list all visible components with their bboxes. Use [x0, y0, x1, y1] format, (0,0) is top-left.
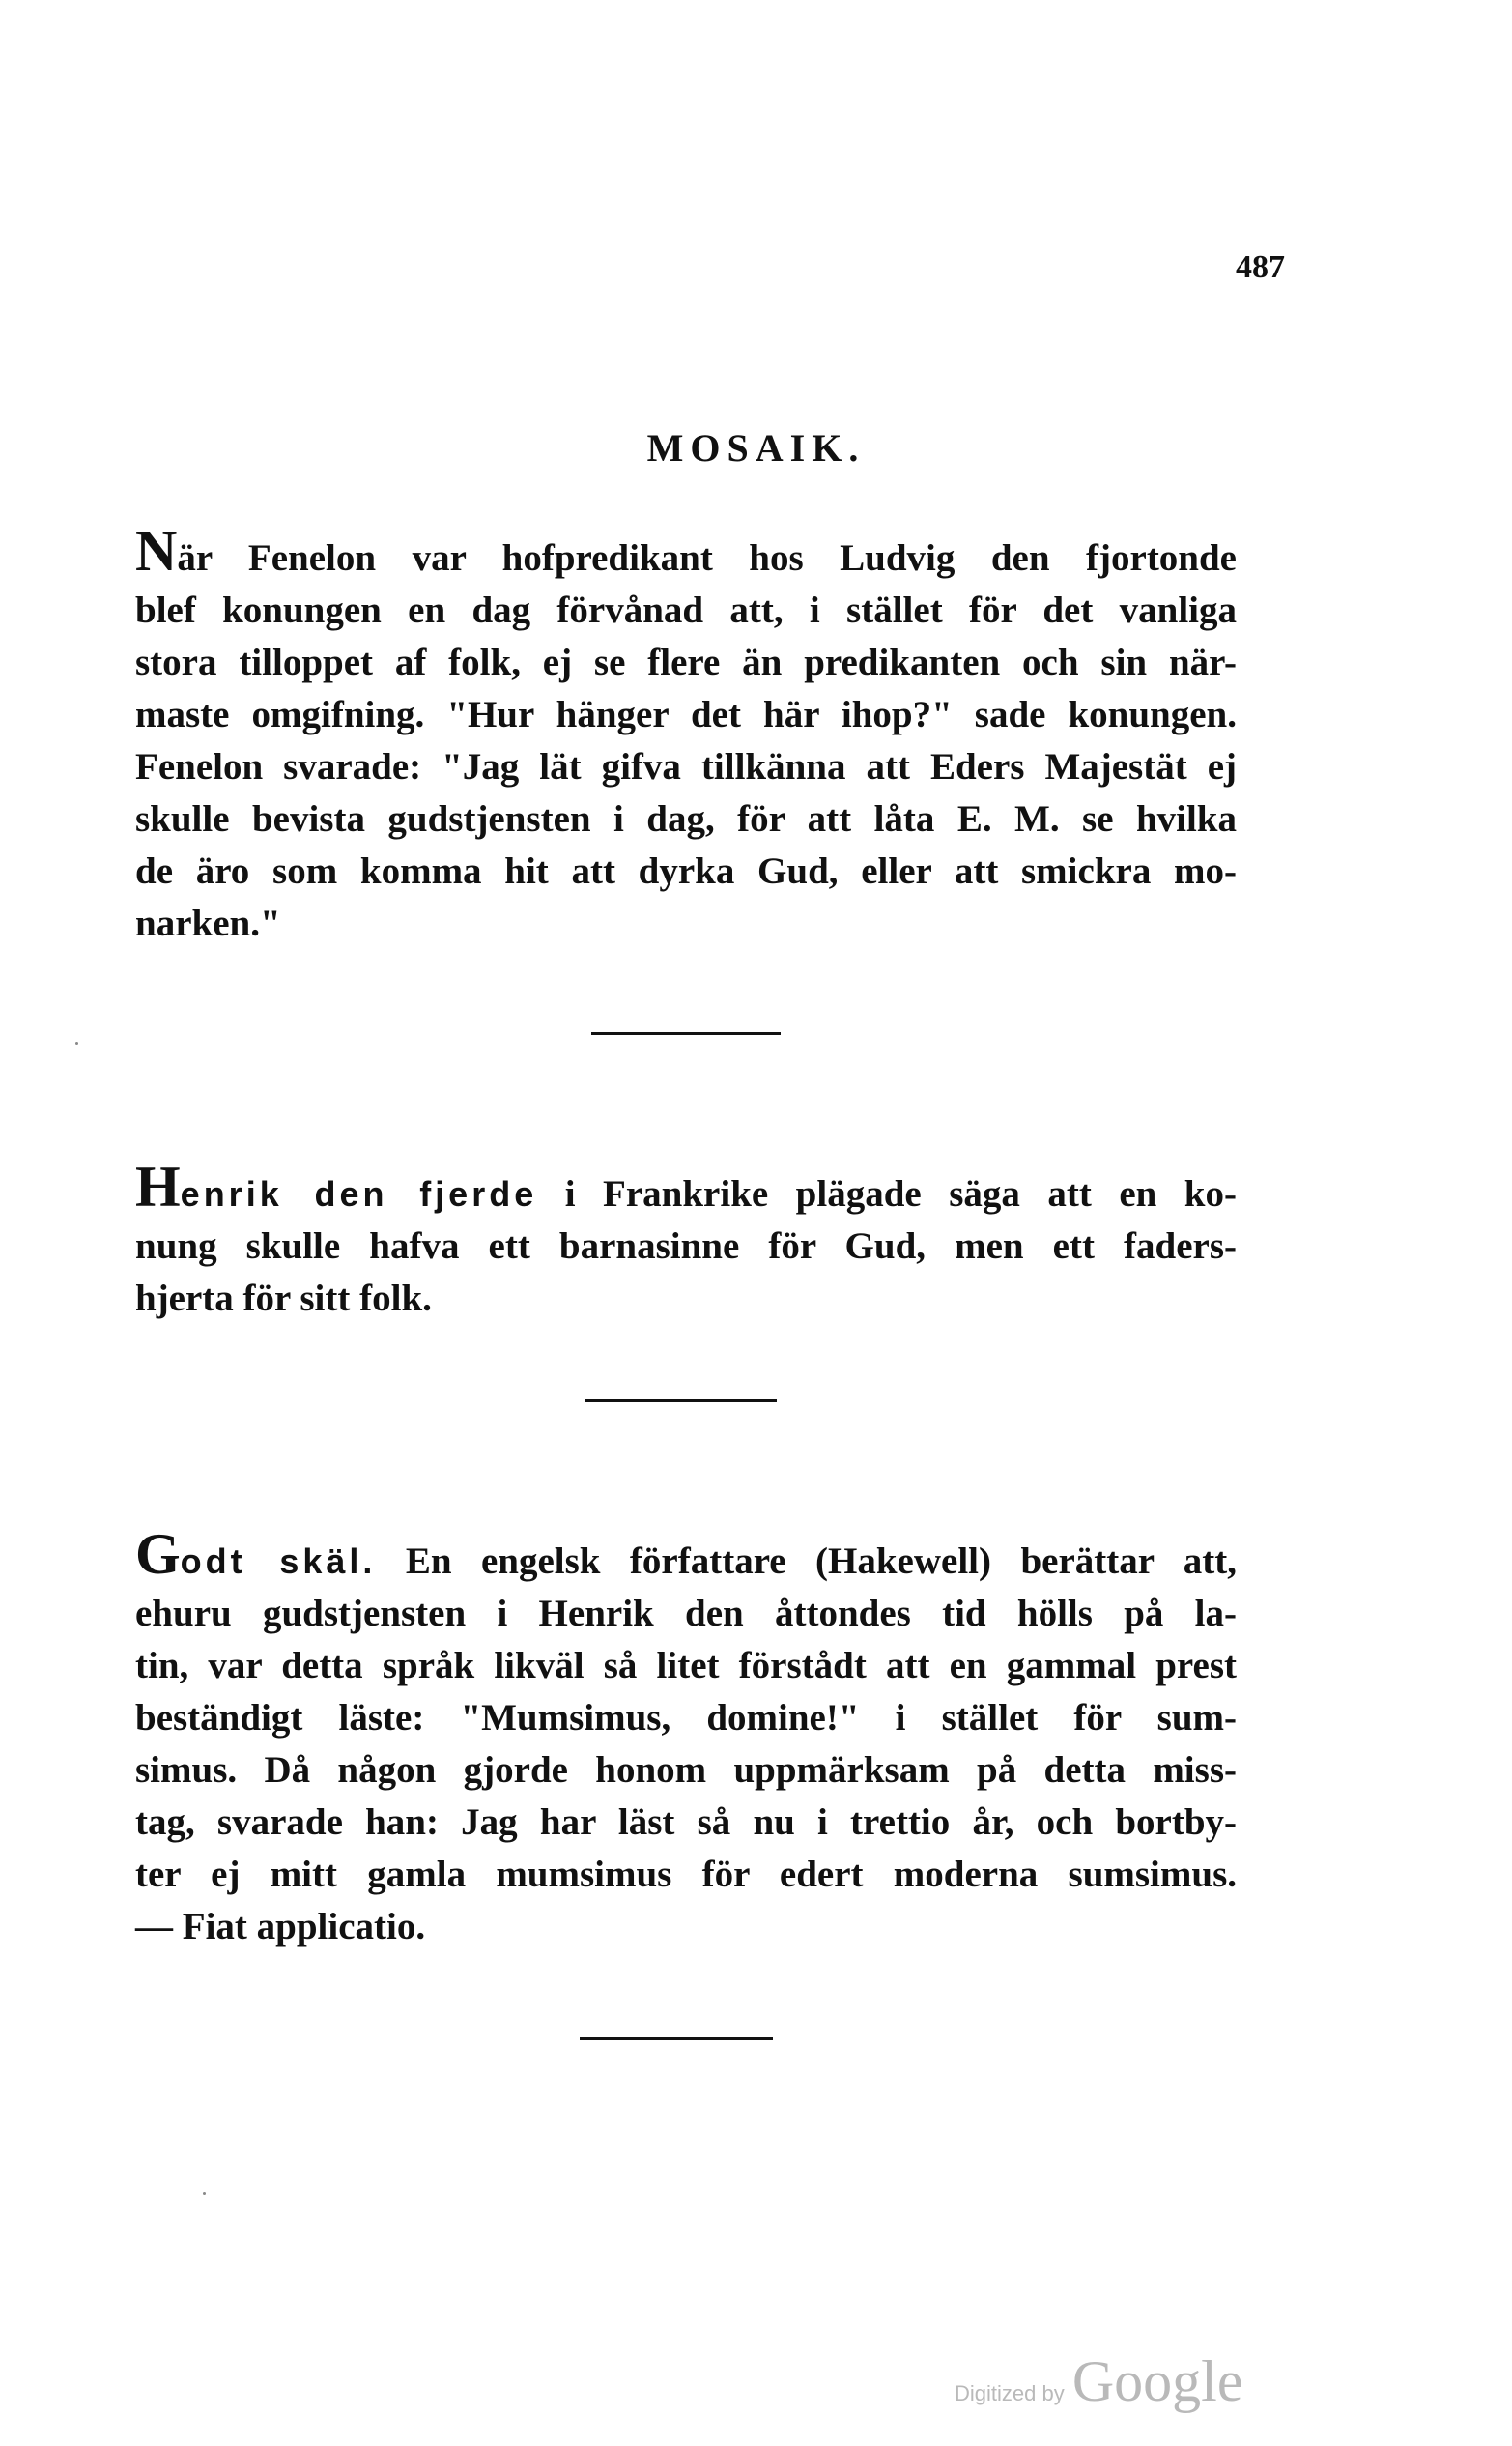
- line-text: är Fenelon var hofpredikant hos Ludvig den fjortonde: [177, 537, 1237, 579]
- spaced-emphasis: odt skäl.: [180, 1541, 377, 1581]
- google-logo: Google: [1071, 2349, 1243, 2413]
- line-text: beständigt läste: "Mumsimus, domine!" i stället för sum-: [135, 1697, 1237, 1739]
- initial-letter: G: [135, 1522, 181, 1586]
- line-text: i Frankrike plägade säga att en ko-: [537, 1173, 1237, 1215]
- initial-letter: N: [135, 519, 178, 583]
- text-line: [135, 1155, 1237, 1221]
- line-text: hjerta för sitt folk.: [135, 1278, 432, 1319]
- line-text: En engelsk författare (Hakewell) berättar att,: [376, 1540, 1237, 1582]
- page-heading: MOSAIK.: [646, 426, 866, 470]
- line-text: stora tilloppet af folk, ej se flere än predikanten och sin när-: [135, 642, 1237, 683]
- line-text: — Fiat applicatio.: [135, 1906, 426, 1947]
- line-text: tag, svarade han: Jag har läst så nu i trettio år, och bortby-: [135, 1801, 1237, 1843]
- anecdote-fenelon: [135, 519, 1237, 950]
- spaced-emphasis: enrik den fjerde: [180, 1174, 538, 1214]
- text-line: [135, 1273, 1237, 1325]
- text-line: [135, 1797, 1237, 1849]
- line-text: skulle bevista gudstjensten i dag, för att låta E. M. se hvilka: [135, 798, 1237, 840]
- text-line: [135, 846, 1237, 898]
- anecdote-godt-skal: [135, 1522, 1237, 1953]
- section-divider: [580, 2037, 773, 2040]
- text-line: [135, 1588, 1237, 1640]
- initial-letter: H: [135, 1155, 181, 1219]
- anecdote-henrik: [135, 1155, 1237, 1325]
- line-text: maste omgifning. "Hur hänger det här ihop?" sade konungen.: [135, 694, 1237, 735]
- line-text: Fenelon svarade: "Jag lät gifva tillkänna att Eders Majestät ej: [135, 746, 1237, 788]
- text-line: [135, 689, 1237, 741]
- text-line: [135, 898, 1237, 950]
- text-line: [135, 1849, 1237, 1901]
- watermark-prefix: Digitized by: [955, 2381, 1065, 2405]
- text-line: [135, 1522, 1237, 1588]
- text-line: [135, 793, 1237, 846]
- paper-speck: [203, 2192, 206, 2195]
- line-text: simus. Då någon gjorde honom uppmärksam på detta miss-: [135, 1749, 1237, 1791]
- line-text: ehuru gudstjensten i Henrik den åttondes tid hölls på la-: [135, 1593, 1237, 1634]
- text-line: [135, 519, 1237, 585]
- text-line: [135, 637, 1237, 689]
- line-text: ter ej mitt gamla mumsimus för edert moderna sumsimus.: [135, 1854, 1237, 1895]
- page-number: 487: [1236, 249, 1285, 285]
- text-line: [135, 741, 1237, 793]
- text-line: [135, 585, 1237, 637]
- section-divider: [591, 1032, 781, 1035]
- text-line: [135, 1221, 1237, 1273]
- line-text: tin, var detta språk likväl så litet förstådt att en gammal prest: [135, 1645, 1237, 1686]
- line-text: narken.": [135, 903, 281, 944]
- text-line: [135, 1692, 1237, 1744]
- digitized-watermark: [955, 2348, 1242, 2415]
- line-text: de äro som komma hit att dyrka Gud, eller att smickra mo-: [135, 850, 1237, 892]
- line-text: blef konungen en dag förvånad att, i stället för det vanliga: [135, 590, 1237, 631]
- section-divider: [585, 1399, 777, 1402]
- line-text: nung skulle hafva ett barnasinne för Gud, men ett faders-: [135, 1225, 1237, 1267]
- text-line: [135, 1901, 1237, 1953]
- text-line: [135, 1744, 1237, 1797]
- paper-speck: [75, 1042, 78, 1045]
- text-line: [135, 1640, 1237, 1692]
